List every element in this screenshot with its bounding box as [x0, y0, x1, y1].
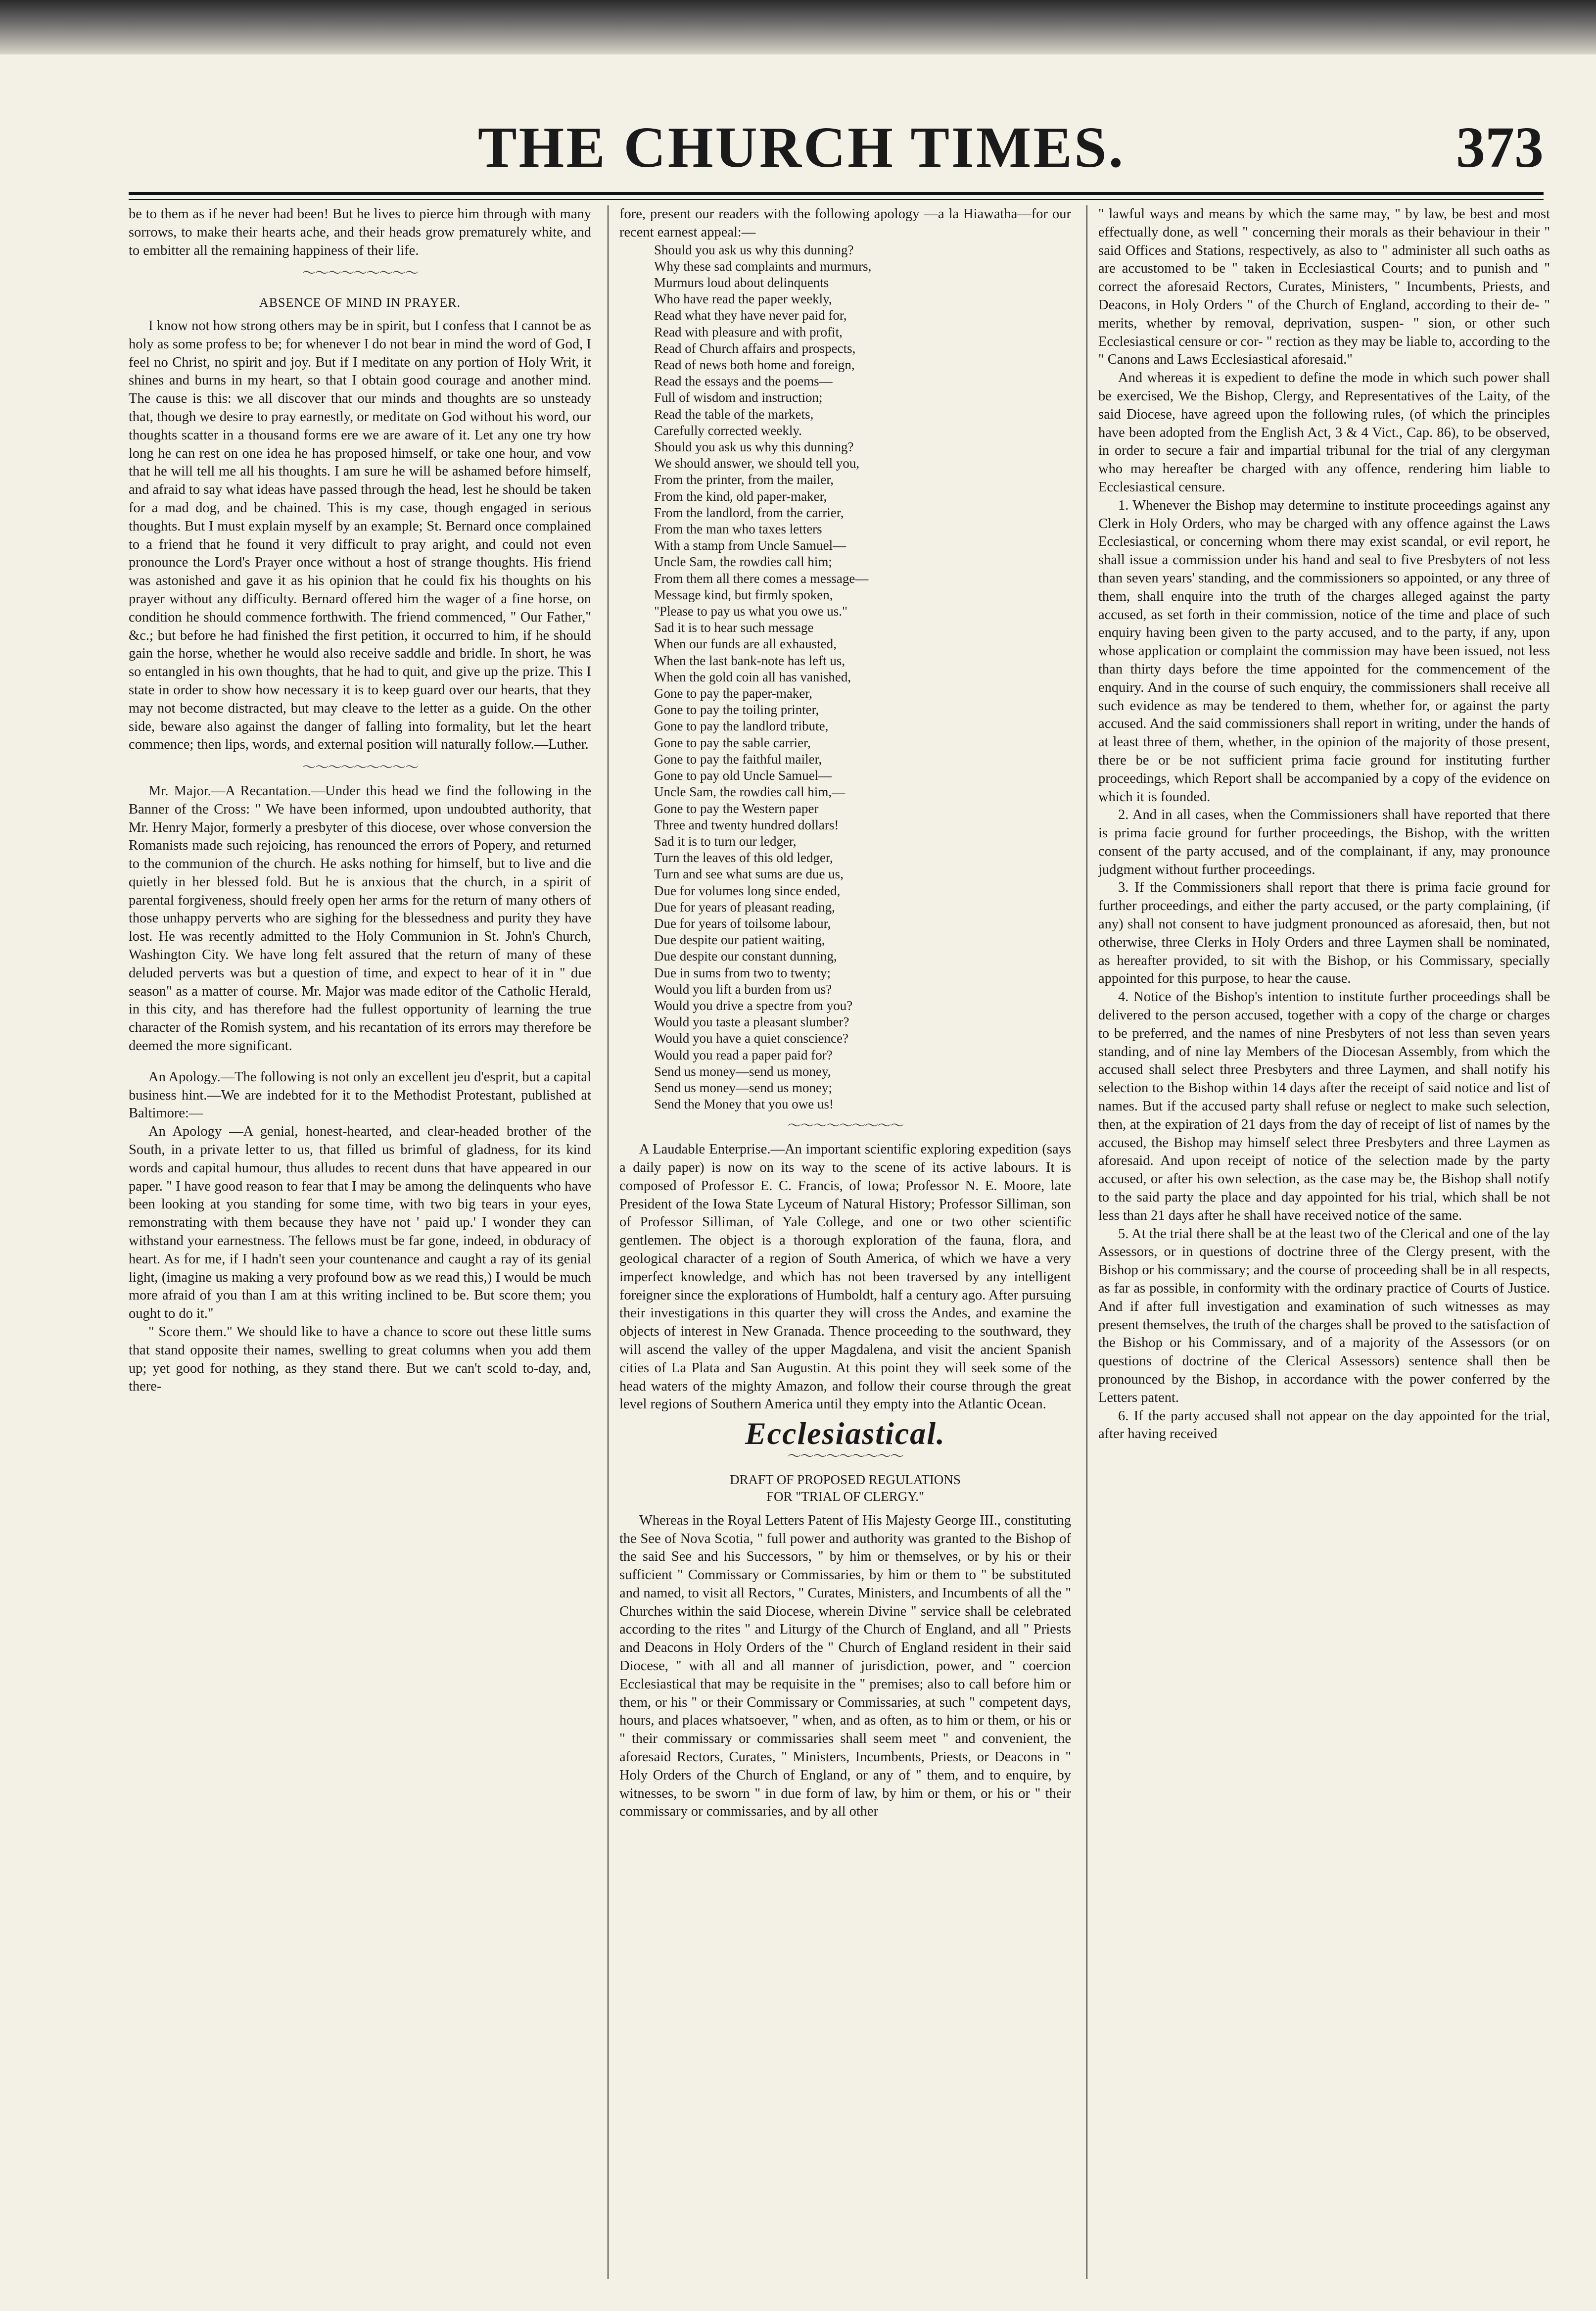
- regulation-rule-6: 6. If the party accused shall not appear on the day appointed for the trial, after having received: [1098, 1408, 1550, 1442]
- regulation-rule-5: 5. At the trial there shall be at the least two of the Clerical and one of the lay Assessors, or in questions of doctrine three of the Clergy present, with the Bishop or his commissary; and the course of proceeding shall be in all respects, as far as possible, in conformity with the ordinary practice of Courts of Justice. And if after full investigation and examination of such witnesses as may present themselves, the truth of the charges shall be proved to the satisfaction of the Bishop or his Commissary, and of a majority of the Assessors (or on questions of doctrine of the Clerical Assessors) sentence shall then be pronounced by the Bishop, in accordance with the power conferred by the Letters patent.: [1098, 1226, 1550, 1405]
- poem-line: Read of news both home and foreign,: [654, 357, 855, 373]
- article-apology-intro: An Apology.—The following is not only an excellent jeu d'esprit, but a capital business hint.—We are indebted for it to the Methodist Protestant, published at Baltimore:—: [129, 1069, 591, 1121]
- poem-line: Would you drive a spectre from you?: [654, 998, 853, 1013]
- article-laudable-enterprise: A Laudable Enterprise.—An important scientific exploring expedition (says a daily paper) is now on its way to the scene of its active labours. It is composed of Professor E. C. Francis, of Iowa; Professor N. E. Moore, late President of the Iowa State Lyceum of Natural History; Professor Silliman, son of Professor Silliman, of Yale College, and one or two other scientific gentlemen. The object is a thorough exploration of the fauna, flora, and geological character of a region of South America, of which we have a very imperfect knowledge, and which has not been traversed by any intelligent foreigner since the explorations of Humboldt, half a century ago. After pursuing their investigations in this quarter they will cross the Andes, and examine the objects of interest in New Granada. Thence proceeding to the southward, they will ascend the valley of the upper Magdalena, and visit the ancient Spanish cities of La Plata and San Augustin. At this point they will seek some of the head waters of the mighty Amazon, and follow their course through the great level regions of Southern America until they empty into the Atlantic Ocean.: [619, 1142, 1071, 1412]
- poem-line: Why these sad complaints and murmurs,: [654, 258, 872, 274]
- poem-line: Turn the leaves of this old ledger,: [654, 850, 833, 866]
- column-1: [129, 205, 591, 2279]
- article-apology-body: An Apology —A genial, honest-hearted, and clear-headed brother of the South, in a private letter to us, that filled us brimful of gladness, for its kind words and capital humour, thus alludes to recent duns that have appeared in our paper. " I have good reason to fear that I may be among the delinquents who have been looking at you standing for some time, with two big tears in your eyes, remonstrating with them because they have not ' paid up.' I wonder they can withstand your earnestness. The fellows must be far gone, indeed, in obduracy of heart. As for me, if I hadn't seen your countenance and caught a ray of its genial light, (imagine us making a very profound bow as we read this,) I would be much more afraid of you than I am at this writing inclined to be. But score them; you ought to do it.": [129, 1124, 591, 1322]
- newspaper-title: THE CHURCH TIMES.: [477, 115, 1126, 180]
- regulation-rule-4: 4. Notice of the Bishop's intention to institute further proceedings shall be delivered to the person accused, together with a copy of the charge or charges to be preferred, and the names of nine Presbyters of not less than seven years standing, and of nine lay Members of the Diocesan Assembly, from which the accused shall select three Presbyters and three Laymen, and shall notify his selection to the Bishop within 14 days after the receipt of said notice and list of names. But if the accused party shall refuse or neglect to make such selection, then, at the expiration of 21 days from the day of receipt of list of names by the accused, the Bishop may himself select three Presbyters and three Laymen as aforesaid. And upon receipt of notice of the selection made by the party accused, or after his own selection, as the case may be, the Bishop shall notify to the said party the place and day appointed for his trial, which shall be not less than 21 days after he shall have received notice of the same.: [1098, 989, 1550, 1223]
- poem-line: Gone to pay the sable carrier,: [654, 735, 811, 750]
- poem-line: Read the essays and the poems—: [654, 374, 833, 389]
- poem-line: Three and twenty hundred dollars!: [654, 817, 839, 832]
- poem-line: From the man who taxes letters: [654, 522, 822, 537]
- apology-continuation: fore, present our readers with the following apology —a la Hiawatha—for our recent earnest appeal:—: [619, 206, 1071, 240]
- poem-line: Send the Money that you owe us!: [654, 1097, 834, 1112]
- article-heading-prayer: ABSENCE OF MIND IN PRAYER.: [259, 295, 461, 310]
- poem-line: Read with pleasure and with profit,: [654, 324, 843, 339]
- poem-line: Sad it is to hear such message: [654, 620, 814, 635]
- regulations-preamble-cont: " lawful ways and means by which the same may, " by law, be best and most effectually done, as well " concerning their morals as their behaviour in their " said Offices and Stations, respectively, as also to " administer all such oaths as are accustomed to be " taken in Ecclesiastical Courts; and to punish and " correct the aforesaid Rectors, Curates, Ministers, " Incumbents, Priests, and Deacons, in Holy Orders " of the Church of England, according to their de- " merits, whether by removal, deprivation, suspen- " sion, or other such Ecclesiastical censure or cor- " rection as they may be liable to, according to the " Canons and Laws Ecclesiastical aforesaid.": [1098, 206, 1550, 368]
- poem-line: Sad it is to turn our ledger,: [654, 833, 797, 849]
- poem-line: Turn and see what sums are due us,: [654, 867, 844, 882]
- section-title-ecclesiastical: Ecclesiastical.: [745, 1416, 946, 1451]
- poem-line: Gone to pay the faithful mailer,: [654, 751, 822, 767]
- poem-line: Gone to pay the paper-maker,: [654, 686, 812, 701]
- poem-line: Who have read the paper weekly,: [654, 291, 832, 307]
- regulations-preamble: Whereas in the Royal Letters Patent of His Majesty George III., constituting the See of Nova Scotia, " full power and authority was granted to the Bishop of the said See and his Successors, " by him or themselves, or by his or their sufficient " Commissary or Commissaries, by him or them to " be substituted and named, to visit all Rectors, " Curates, Ministers, and Incumbents of all the " Churches within the said Diocese, wherein Divine " service shall be celebrated according to the rites " and Liturgy of the Church of England, and all " Priests and Deacons in Holy Orders of the " Church of England resident in their said Diocese, " with all and all manner of jurisdiction, power, and " coercion Ecclesiastical that may be requisite in the " premises; also to call before him or them, or his " or their Commissary or Commissaries, at such " competent days, hours, and places whatsoever, " when, and as often, as to him or them, or his or " their commissary or commissaries shall seem meet " and convenient, the aforesaid Rectors, Curates, " Ministers, Incumbents, Priests, or Deacons in " Holy Orders of the Church of England, or any of " them, and to enquire, by witnesses, to be sworn " in due form of law, by him or them, or his or " their commissary or commissaries, and by all other: [619, 1512, 1071, 1820]
- regulation-rule-1: 1. Whenever the Bishop may determine to institute proceedings against any Clerk in Holy Orders, who may be charged with any offence against the Laws Ecclesiastical, or concerning whom there may exist scandal, or evil report, he shall issue a commission under his hand and seal to five Presbyters of not less than seven years' standing, and the commissioners so appointed, or any three of them, shall enquire into the truth of the charges alleged against the party accused, as set forth in their commission, notice of the time and place of such enquiry having been given to the party accused, and to the party, if any, upon whose application or complaint the commission may have been issued, not less than thirty days before the time appointed for the commencement of the enquiry. And in the course of such enquiry, the commissioners shall receive all such evidence as may be tendered to them, whether for, or against the party accused. And the said commissioners shall report in writing, under the hands of at least three of them, whether, in the opinion of the majority of those present, there be or be not sufficient prima facie ground for instituting further proceedings, which Report shall be accompanied by a copy of the evidence on which it is founded.: [1098, 497, 1550, 805]
- poem-line: Due for years of toilsome labour,: [654, 915, 831, 931]
- poem-line: When the last bank-note has left us,: [654, 653, 845, 668]
- poem-line: When the gold coin all has vanished,: [654, 669, 851, 684]
- divider-ornament: 〜〜〜〜〜〜〜〜〜: [787, 1118, 903, 1134]
- divider-ornament: 〜〜〜〜〜〜〜〜〜: [787, 1448, 903, 1464]
- poem-line: Uncle Sam, the rowdies call him,—: [654, 784, 845, 800]
- poem-line: Send us money—send us money;: [654, 1080, 832, 1095]
- regulation-rule-3: 3. If the Commissioners shall report that there is prima facie ground for further proceedings, and either the party accused, or the party complaining, (if any) shall not consent to have judgment pronounced as aforesaid, then, but not otherwise, three Clerks in Holy Orders and three Laymen shall be nominated, as hereafter provided, to sit with the Bishop, or his Commissary, specially appointed for this purpose, to hear the cause.: [1098, 880, 1550, 987]
- draft-title-line-2: FOR "TRIAL OF CLERGY.": [766, 1489, 925, 1504]
- poem-line: Full of wisdom and instruction;: [654, 390, 823, 405]
- page-top-edge: [0, 0, 1596, 54]
- poem-line: From the landlord, from the carrier,: [654, 505, 844, 520]
- poem-line: From the printer, from the mailer,: [654, 472, 834, 487]
- poem-line: Due for volumes long since ended,: [654, 883, 841, 898]
- poem-line: When our funds are all exhausted,: [654, 636, 837, 652]
- article-major-recantation: Mr. Major.—A Recantation.—Under this head we find the following in the Banner of the Cross: " We have been informed, upon undoubted authority, that Mr. Henry Major, formerly a presbyter of this diocese, over whose conversion the Romanists made such rejoicing, has renounced the errors of Popery, and returned to the communion of the church. He asks nothing for himself, but to live and die quietly in her blessed fold. But he is anxious that the church, in a spirit of parental forgiveness, should freely open her arms for the return of many others of those unhappy perverts who are sighing for the blessedness and purity they have lost. He was recently admitted to the Holy Communion in St. John's Church, Washington City. We have long felt assured that the return of many of these deluded perverts was but a question of time, and expect to hear of it in " due season" as a matter of course. Mr. Major was made editor of the Catholic Herald, in this city, and has therefore had the fullest opportunity of learning the true character of the Romish system, and his recantation of its errors may therefore be deemed the more significant.: [129, 783, 591, 1054]
- poem-line: From them all there comes a message—: [654, 571, 869, 586]
- column-3: [1086, 205, 1550, 2279]
- poem-line: Would you lift a burden from us?: [654, 981, 832, 997]
- draft-regulations-title: [619, 1471, 1071, 1505]
- poem-line: Due in sums from two to twenty;: [654, 965, 831, 980]
- poem-line: Should you ask us why this dunning?: [654, 242, 854, 257]
- article-apology-score: " Score them." We should like to have a chance to score out these little sums that stand opposite their names, swelling to great columns when you add them up; yet good for nothing, as they stand there. But we can't scold to-day, and, there-: [129, 1324, 591, 1395]
- poem-line: Gone to pay the Western paper: [654, 801, 819, 816]
- poem-line: Due despite our constant dunning,: [654, 949, 837, 964]
- draft-title-line-1: DRAFT OF PROPOSED REGULATIONS: [730, 1472, 961, 1487]
- poem-line: Would you taste a pleasant slumber?: [654, 1014, 849, 1030]
- page-number: 373: [1456, 115, 1544, 180]
- poem-line: Gone to pay the toiling printer,: [654, 702, 819, 718]
- poem-line: Gone to pay old Uncle Samuel—: [654, 768, 832, 783]
- poem-line: Would you read a paper paid for?: [654, 1047, 833, 1062]
- poem-line: Due for years of pleasant reading,: [654, 899, 835, 915]
- poem-hiawatha: [619, 242, 1071, 1113]
- regulation-rule-2: 2. And in all cases, when the Commissioners shall have reported that there is prima facie ground for further proceedings, the Bishop, with the written consent of the party accused, and of the complainant, if any, may pronounce judgment without further proceedings.: [1098, 807, 1550, 877]
- regulations-whereas: And whereas it is expedient to define the mode in which such power shall be exercised, We the Bishop, Clergy, and Representatives of the Laity, of the said Diocese, have agreed upon the following rules, (of which the principles have been adopted from the English Act, 3 & 4 Vict., Cap. 86), to be observed, in order to secure a fair and impartial tribunal for the trial of any clergyman who may hereafter be charged with any offence, rendering him liable to Ecclesiastical censure.: [1098, 370, 1550, 495]
- poem-line: Send us money—send us money,: [654, 1063, 831, 1079]
- article-prayer-body: I know not how strong others may be in spirit, but I confess that I cannot be as holy as some profess to be; for whenever I do not bear in mind the word of God, I feel no Christ, no spirit and joy. But if I meditate on any portion of Holy Writ, it shines and burns in my heart, so that I obtain good courage and another mind. The cause is this: we all discover that our minds and thoughts are so unsteady that, though we desire to pray earnestly, or meditate on God without his word, our thoughts scatter in a thousand forms ere we are aware of it. Let any one try how long he can rest on one idea he has proposed himself, or take one hour, and vow that he will tell me all his thoughts. I am sure he will be ashamed before himself, and afraid to say what ideas have passed through the head, lest he should be taken for a mad dog, and be chained. This is my case, though engaged in serious thoughts. But I must explain myself by an example; St. Bernard once complained to a friend that he found it very difficult to pray aright, and could not even pronounce the Lord's Prayer once without a host of strange thoughts. His friend was astonished and gave it as his opinion that he could fix his thoughts on his prayer without any difficulty. Bernard offered him the wager of a fine horse, on condition he should commence forthwith. The friend commenced, " Our Father," &c.; but before he had finished the first petition, it occurred to him, if he should gain the horse, whether he would also receive saddle and bridle. In short, he was so entangled in his own thoughts, that he had to quit, and give up the prize. This I state in order to show how necessary it is to keep guard over our hearts, that they may not become distracted, but may cleave to the letter as a guide. On the other side, beware also against the danger of falling into formality, but let the heart commence; then lips, words, and external position will naturally follow.—Luther.: [129, 318, 591, 753]
- divider-ornament: 〜〜〜〜〜〜〜〜〜: [302, 266, 418, 282]
- article-continuation: be to them as if he never had been! But he lives to pierce him through with many sorrows, to make their hearts ache, and their heads grow prematurely white, and to embitter all the remaining happiness of their life.: [129, 206, 591, 258]
- poem-line: Should you ask us why this dunning?: [654, 439, 854, 455]
- poem-line: From the kind, old paper-maker,: [654, 488, 827, 504]
- poem-line: Message kind, but firmly spoken,: [654, 587, 833, 602]
- poem-line: We should answer, we should tell you,: [654, 456, 860, 471]
- column-2: [608, 205, 1071, 2279]
- poem-line: Read the table of the markets,: [654, 406, 814, 422]
- masthead: [49, 114, 1553, 178]
- poem-line: With a stamp from Uncle Samuel—: [654, 538, 846, 553]
- poem-line: Uncle Sam, the rowdies call him;: [654, 554, 832, 570]
- poem-line: Read of Church affairs and prospects,: [654, 340, 856, 356]
- header-rule: [129, 192, 1544, 195]
- poem-line: Gone to pay the landlord tribute,: [654, 719, 829, 734]
- poem-line: Murmurs loud about delinquents: [654, 275, 829, 290]
- poem-line: Read what they have never paid for,: [654, 308, 847, 323]
- poem-line: Due despite our patient waiting,: [654, 932, 825, 948]
- poem-line: Would you have a quiet conscience?: [654, 1031, 848, 1046]
- divider-ornament: 〜〜〜〜〜〜〜〜〜: [302, 760, 418, 776]
- poem-line: Carefully corrected weekly.: [654, 423, 802, 438]
- header-rule-thin: [129, 199, 1544, 200]
- poem-line: "Please to pay us what you owe us.": [654, 604, 847, 619]
